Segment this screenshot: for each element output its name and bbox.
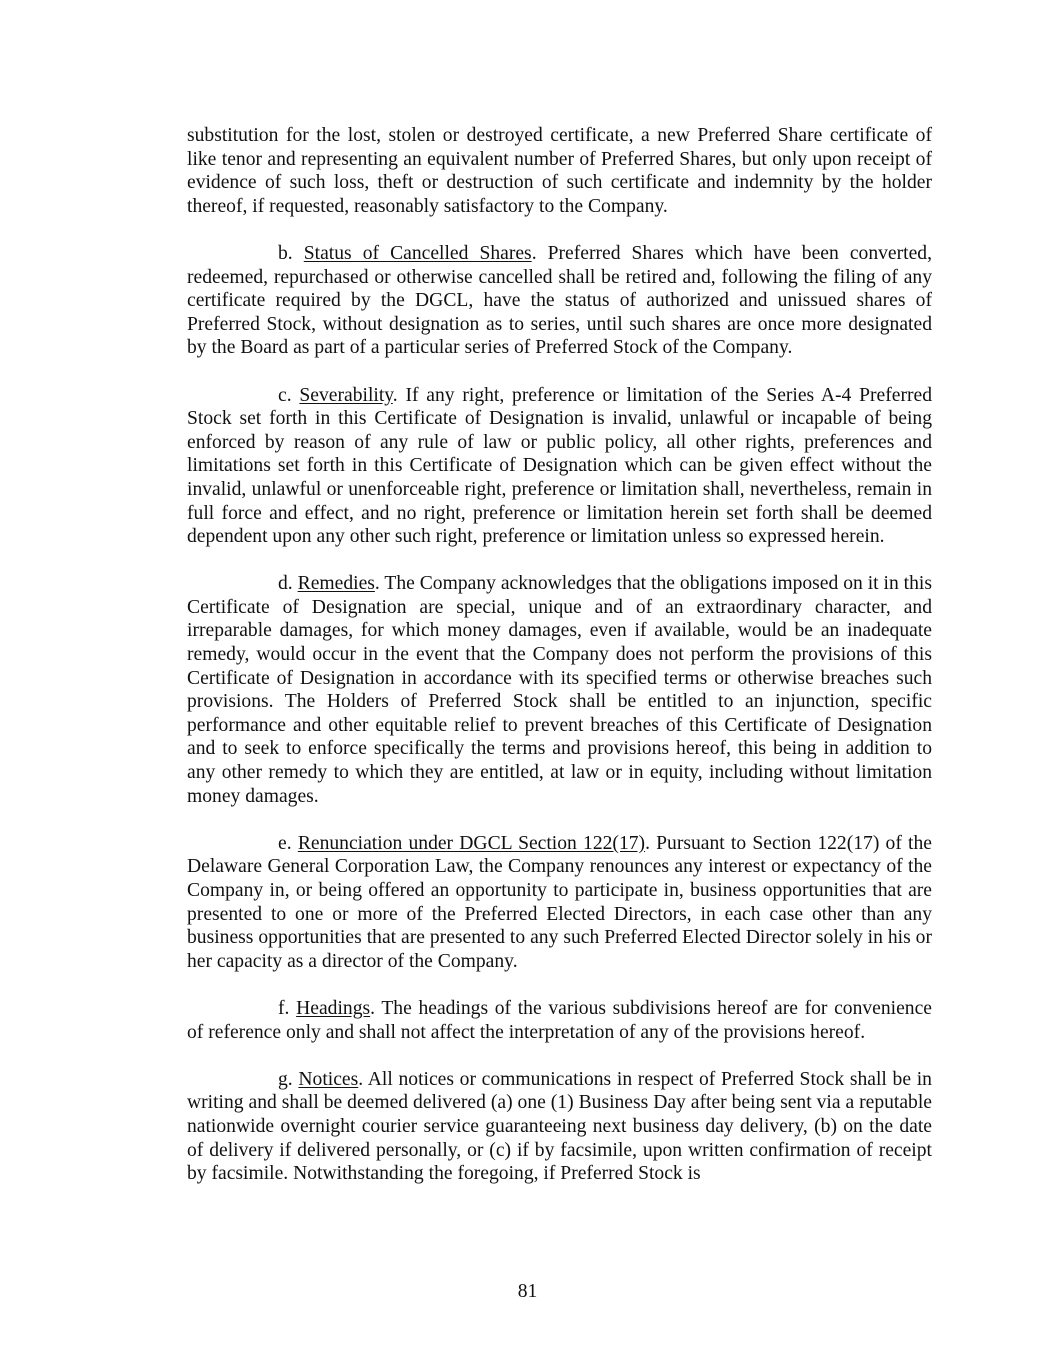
opening-paragraph: substitution for the lost, stolen or destroyed certificate, a new Preferred Share certificate of like tenor and representing an equivalent number of Preferred Shares, but only upon receipt of evidence of such loss, theft or destruction of such certificate and indemnity by the holder thereof, if requested, reasonably satisfactory to the Company. (187, 125, 932, 217)
section-b-letter: b. (278, 242, 293, 264)
section-e-heading: Renunciation under DGCL Section 122(17) (297, 832, 646, 854)
section-d-paragraph (187, 572, 932, 808)
section-d-letter: d. (278, 573, 293, 595)
section-f-heading: Headings (296, 997, 371, 1019)
page-number: 81 (517, 1281, 538, 1302)
section-g-letter: g. (278, 1068, 293, 1090)
section-c-letter: c. (278, 384, 292, 406)
section-f-letter: f. (278, 997, 290, 1019)
section-c-text: . If any right, preference or limitation of the Series A-4 Preferred Stock set forth in this Certificate of Designation is invalid, unlawful or incapable of being enforced by reason of any rule of law or public policy, all other rights, preferences and limitations set forth in this Certificate of Designation which can be given effect without the invalid, unlawful or unenforceable right, preference or limitation shall, nevertheless, remain in full force and effect, and no right, preference or limitation herein set forth shall be deemed dependent upon any other such right, preference or limitation unless so expressed herein. (187, 384, 932, 548)
document-body (187, 124, 932, 1209)
section-f-text: . The headings of the various subdivisions hereof are for convenience of reference only and shall not affect the interpretation of any of the provisions hereof. (187, 997, 932, 1043)
section-e-text: . Pursuant to Section 122(17) of the Delaware General Corporation Law, the Company renounces any interest or expectancy of the Company in, or being offered an opportunity to participate in, business opportunities that are presented to one or more of the Preferred Elected Directors, in each case other than any business opportunities that are presented to any such Preferred Elected Director solely in his or her capacity as a director of the Company. (187, 832, 932, 972)
section-g-text: . All notices or communications in respect of Preferred Stock shall be in writing and shall be deemed delivered (a) one (1) Business Day after being sent via a reputable nationwide overnight courier service guaranteeing next business day delivery, (b) on the date of delivery if delivered personally, or (c) if by facsimile, upon written confirmation of receipt by facsimile. Notwithstanding the foregoing, if Preferred Stock is (187, 1068, 932, 1185)
section-b-heading: Status of Cancelled Shares (303, 242, 532, 264)
section-d-heading: Remedies (297, 573, 375, 595)
section-f-paragraph (187, 997, 932, 1044)
section-c-paragraph (187, 384, 932, 549)
section-b-text: . Preferred Shares which have been converted, redeemed, repurchased or otherwise cancelled shall be retired and, following the filing of any certificate required by the DGCL, have the status of authorized and unissued shares of Preferred Stock, without designation as to series, until such shares are once more designated by the Board as part of a particular series of Preferred Stock of the Company. (187, 242, 932, 359)
section-d-text: . The Company acknowledges that the obligations imposed on it in this Certificate of Designation are special, unique and of an extraordinary character, and irreparable damages, for which money damages, even if available, would be an inadequate remedy, would occur in the event that the Company does not perform the provisions of this Certificate of Designation in accordance with its specified terms or otherwise breaches such provisions. The Holders of Preferred Stock shall be entitled to an injunction, specific performance and other equitable relief to prevent breaches of this Certificate of Designation and to seek to enforce specifically the terms and provisions hereof, this being in addition to any other remedy to which they are entitled, at law or in equity, including without limitation money damages. (187, 573, 932, 807)
section-g-paragraph (187, 1068, 932, 1186)
section-e-letter: e. (278, 832, 292, 854)
section-b-paragraph (187, 242, 932, 360)
section-g-heading: Notices (298, 1068, 359, 1090)
section-e-paragraph (187, 832, 932, 974)
section-c-heading: Severability (299, 384, 393, 406)
